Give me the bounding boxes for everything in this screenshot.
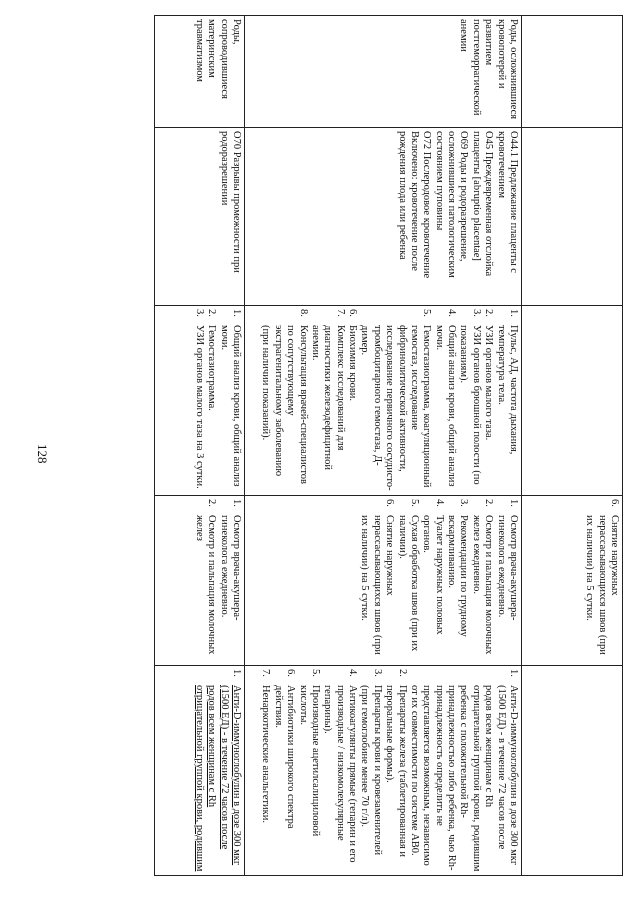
table-row-trauma: [155, 16, 245, 876]
treatments-cell: [245, 496, 522, 666]
item-text: Анти-D-иммуноглобулин в дозе 300 мкг (1500 ЕД) - в течение 72 часов после родов всем женщинам с Rh отрицательной группой крови, родившим: [193, 685, 242, 872]
list-item: [383, 669, 408, 872]
item-number: 3.: [193, 309, 205, 317]
item-text: Туалет наружных половых органов.: [421, 515, 445, 635]
list-item: [358, 669, 383, 872]
list-item: [217, 499, 242, 662]
list-item: [395, 499, 420, 662]
item-text: Осмотр и пальпация молочных желез: [193, 515, 218, 655]
item-number: 1.: [508, 309, 519, 317]
list-item: [193, 499, 218, 662]
item-text: Снятие наружных нерассасывающихся швов (при их наличии) на 5 сутки.: [359, 515, 396, 655]
list-item: [494, 499, 519, 662]
list-item: [296, 669, 321, 872]
drugs-cell: [245, 666, 522, 876]
item-number: 3.: [458, 499, 470, 507]
item-text: Препараты железа (таблетированная и пероральные формы).: [384, 685, 408, 857]
item-number: 2.: [396, 669, 408, 677]
list-item: [494, 309, 519, 492]
protocol-table: [154, 15, 623, 876]
item-text: УЗИ органов малого таза.: [483, 325, 495, 441]
page-number: 128: [35, 444, 50, 464]
diagnosis-cell: [155, 16, 245, 128]
list-item: [470, 499, 495, 662]
code-line: О45 Преждевременная отслойка плаценты [abruptio placentae]: [470, 131, 495, 277]
item-number: 2.: [206, 309, 218, 317]
cont-codes-cell: [522, 128, 623, 306]
table-row-hemorrhage: [245, 16, 522, 876]
diagnosis-text: Роды, осложнившиеся кровопотерей и развитием постгеморрагической анемии: [458, 19, 519, 120]
list-item: [358, 499, 395, 662]
item-number: 1.: [508, 669, 519, 677]
item-number: 1.: [508, 499, 519, 507]
item-text: Гемостазиограмма.: [206, 325, 218, 411]
item-number: 4.: [446, 309, 458, 317]
cont-diagnosis-cell: [522, 16, 623, 128]
codes-cell: [245, 128, 522, 306]
item-number: 4.: [347, 669, 359, 677]
list-item: [217, 309, 242, 492]
item-number: 8.: [297, 309, 309, 317]
item-text: Сухая обработка швов (при их наличии).: [396, 515, 420, 652]
cont-exams-cell: [522, 306, 623, 496]
item-text: Рекомендации по грудному вскармливанию.: [446, 515, 470, 637]
item-number: 2.: [206, 499, 218, 507]
table-row-continuation: [522, 16, 623, 876]
list-item: [259, 669, 271, 872]
code-line: О72 Послеродовое кровотечение: [421, 131, 433, 279]
item-text: Снятие наружных нерассасывающихся швов (при их наличии) на 5 сутки.: [584, 515, 620, 655]
item-text: Антибиотики широкого спектра действия.: [272, 685, 297, 829]
list-item: [205, 309, 217, 492]
item-number: 6.: [347, 309, 359, 317]
item-text: Ненаркотические анальгетики.: [260, 685, 272, 823]
item-text: Консультация врачей-специалистов по сопутствующему экстрагенитальному заболеванию (при наличии показаний).: [260, 325, 309, 484]
item-number: 3.: [371, 669, 383, 677]
item-text: Препараты крови и кровезаменителей (при гемоглобине менее 70 г/л).: [359, 685, 383, 856]
code-line: О70 Разрывы промежности при родоразрешении: [218, 131, 242, 273]
item-number: 1.: [231, 309, 242, 317]
cont-treatment-cell: [522, 496, 623, 666]
item-number: 5.: [310, 669, 321, 677]
item-number: 7.: [260, 669, 272, 677]
codes-cell: [155, 128, 245, 306]
item-number: 6.: [609, 499, 620, 507]
item-text: Осмотр и пальпация молочных желез ежедневно.: [470, 515, 495, 655]
list-item: [432, 309, 457, 492]
exams-cell: [155, 306, 245, 496]
item-number: 2.: [483, 499, 495, 507]
item-number: 5.: [421, 309, 433, 317]
list-item: [193, 309, 205, 492]
item-text: Биохимия крови.: [347, 325, 359, 402]
list-item: [420, 499, 445, 662]
item-text: Пульс, АД, частота дыхания, температура тела.: [495, 325, 519, 455]
exams-cell: [245, 306, 522, 496]
code-line: О44.1 Предлежание плаценты с кровотечением: [495, 131, 519, 273]
item-text: Анти-D-иммуноглобулин в дозе 300 мкг (1500 ЕД) - в течение 72 часов после родов всем женщинам с Rh отрицательной группой крови, родившим ребенка с положительной Rh-принадлежностью либо ребенка, чью Rh-принадлежность определить не представляется возможным, независимо от их совместимости по системе АВ0.: [409, 685, 519, 872]
list-item: [346, 309, 358, 492]
list-item: [309, 309, 346, 492]
item-number: 6.: [285, 669, 297, 677]
list-item: [408, 669, 519, 872]
item-text: Антикоагулянты прямые (гепарин и его производные / низкомолекулярные гепарины).: [322, 685, 359, 863]
cont-drugs-cell: [522, 666, 623, 876]
list-item: [457, 309, 482, 492]
list-item: [583, 499, 620, 662]
list-item: [259, 309, 309, 492]
item-text: Комплекс исследований для диагностики железодефицитной анемии.: [310, 325, 346, 470]
item-text: Общий анализ крови, общий анализ мочи.: [218, 325, 242, 487]
list-item: [272, 669, 297, 872]
item-text: УЗИ органов малого таза на 3 сутки.: [193, 325, 205, 489]
item-number: 6.: [384, 499, 396, 507]
item-number: 3.: [470, 309, 482, 317]
item-text: УЗИ органов брюшной полости (по показаниям).: [458, 325, 482, 485]
list-item: [321, 669, 358, 872]
list-item: [193, 669, 243, 872]
code-line: Включено: кровотечение после рождения плода или ребенка: [396, 131, 420, 271]
item-number: 1.: [231, 669, 242, 677]
item-number: 7.: [334, 309, 346, 317]
protocol-table-container: [143, 15, 623, 875]
item-text: Производные ацетилсалициловой кислоты.: [297, 685, 321, 837]
list-item: [445, 499, 470, 662]
list-item: [358, 309, 432, 492]
item-text: Осмотр врача-акушера-гинеколога ежедневно.: [495, 515, 519, 621]
item-number: 4.: [433, 499, 445, 507]
item-text: Осмотр врача-акушера-гинеколога ежедневно.: [218, 515, 242, 621]
code-line: О69 Роды и родоразрешение, осложнившиеся патологическим состоянием пуповины: [433, 131, 470, 278]
list-item: [482, 309, 494, 492]
diagnosis-text: Роды, сопроводившиеся материнским травматизмом: [193, 19, 242, 99]
item-text: Гемостазиограмма, коагуляционный гемостаз, исследование фибринолитической активности, исследование первичного сосудисто-тромбоцитарного гемостаза, Д-димер.: [359, 325, 433, 491]
drugs-cell: [155, 666, 245, 876]
treatments-cell: [155, 496, 245, 666]
diagnosis-cell: [245, 16, 522, 128]
item-number: 1.: [231, 499, 242, 507]
item-text: Общий анализ крови, общий анализ мочи.: [433, 325, 458, 487]
item-number: 5.: [409, 499, 420, 507]
item-number: 2.: [483, 309, 495, 317]
